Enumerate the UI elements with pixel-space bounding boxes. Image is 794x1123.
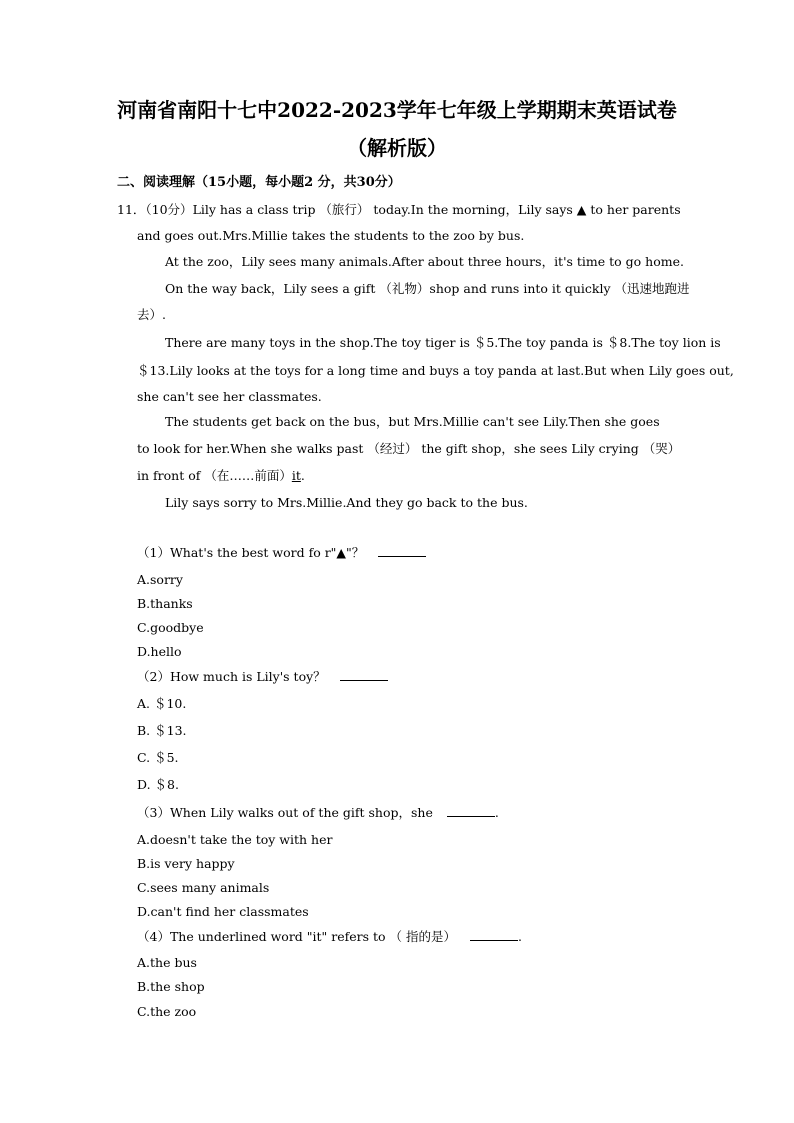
document-title: 河南省南阳十七中2022-2023学年七年级上学期期末英语试卷 [117, 98, 677, 122]
answer-option: D.can't find her classmates [137, 904, 309, 919]
answer-blank [470, 928, 518, 941]
answer-option: C.sees many animals [137, 880, 270, 895]
answer-blank [340, 668, 388, 681]
question-stem-text: （3）When Lily walks out of the gift shop，she [137, 805, 433, 820]
answer-option: B.the shop [137, 979, 205, 994]
question-stem-text: （4）The underlined word "it" refers to （ 指的是） [137, 929, 457, 944]
question-stem [137, 928, 522, 946]
question-stem [137, 804, 499, 822]
passage-text: Lily has a class trip （旅行） today.In the morning，Lily says ▲ to her parents [192, 202, 681, 217]
answer-option: B.thanks [137, 596, 193, 611]
question-stem [137, 668, 388, 686]
answer-option: A.sorry [137, 572, 183, 587]
question-stem-end: . [494, 805, 499, 820]
underlined-word: it [291, 468, 301, 483]
section-heading: 二、阅读理解（15小题，每小题2 分，共30分） [117, 175, 401, 190]
passage-line: Lily says sorry to Mrs.Millie.And they go back to the bus. [165, 495, 528, 510]
answer-option: A. ＄10. [137, 696, 187, 711]
passage-line: The students get back on the bus，but Mrs.Millie can't see Lily.Then she goes [165, 414, 660, 429]
passage-line: There are many toys in the shop.The toy tiger is ＄5.The toy panda is ＄8.The toy lion is [165, 335, 721, 350]
passage-line: and goes out.Mrs.Millie takes the students to the zoo by bus. [137, 228, 525, 243]
document-subtitle: （解析版） [347, 136, 447, 160]
answer-option: D.hello [137, 644, 182, 659]
passage-line [117, 201, 681, 219]
question-stem [137, 544, 426, 562]
question-stem-end: . [518, 929, 522, 944]
answer-blank [447, 804, 495, 817]
passage-line [137, 467, 305, 485]
answer-blank [378, 544, 426, 557]
answer-option: D. ＄8. [137, 777, 179, 792]
passage-line: At the zoo，Lily sees many animals.After about three hours，it's time to go home. [165, 254, 684, 269]
answer-option: B. ＄13. [137, 723, 187, 738]
question-stem-text: （1）What's the best word fo r"▲"？ [137, 545, 365, 560]
passage-text: in front of （在……前面） [137, 468, 292, 483]
passage-line: she can't see her classmates. [137, 389, 322, 404]
answer-option: C. ＄5. [137, 750, 179, 765]
answer-option: A.the bus [137, 955, 197, 970]
passage-line: to look for her.When she walks past （经过） the gift shop，she sees Lily crying （哭） [137, 441, 681, 456]
answer-option: A.doesn't take the toy with her [137, 832, 333, 847]
answer-option: B.is very happy [137, 856, 235, 871]
question-stem-text: （2）How much is Lily's toy？ [137, 669, 326, 684]
answer-option: C.goodbye [137, 620, 204, 635]
passage-line: ＄13.Lily looks at the toys for a long time and buys a toy panda at last.But when Lily goes out, [137, 363, 734, 378]
passage-text: . [300, 468, 305, 483]
question-number: 11． [117, 202, 146, 217]
answer-option: C.the zoo [137, 1004, 197, 1019]
passage-line: On the way back，Lily sees a gift （礼物）shop and runs into it quickly （迅速地跑进 [165, 281, 690, 296]
passage-line: 去）. [137, 307, 166, 322]
question-points: （10分） [145, 202, 193, 217]
